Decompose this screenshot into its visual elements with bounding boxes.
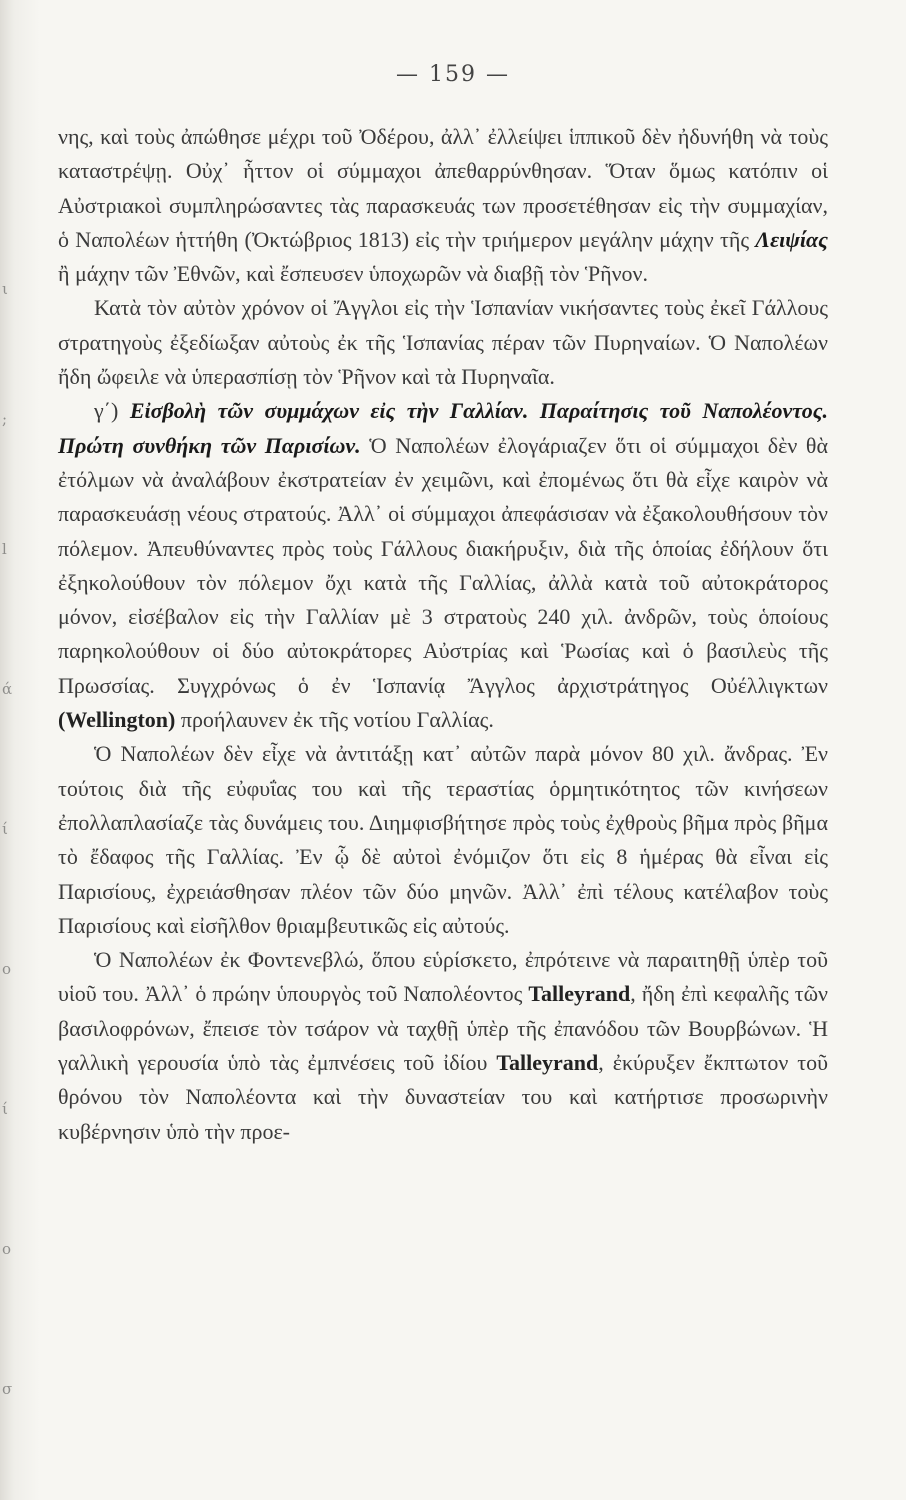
latin-name-talleyrand-2: Talleyrand [496, 1050, 599, 1076]
paragraph-abdication: Ὁ Ναπολέων ἐκ Φοντενεβλώ, ὅπου εὑρίσκετο, ἐπρότεινε νὰ παραιτηθῇ ὑπὲρ τοῦ υἱοῦ του. Ἀλλ᾿ ὁ πρώην ὑπουργὸς τοῦ Ναπολέοντος Talleyrand, ἤδη ἐπὶ κεφαλῆς τῶν βασιλοφρόνων, ἔπεισε τὸν τσάρον νὰ ταχθῇ ὑπὲρ τῆς ἐπανόδου τῶν Βουρβώνων. Ἡ γαλλικὴ γερουσία ὑπὸ τὰς ἐμπνέσεις τοῦ ἰδίου Talleyrand, ἐκύρυξεν ἔκπτωτον τοῦ θρόνου τὸν Ναπολέοντα καὶ τὴν δυναστείαν του καὶ κατήρτισε προσωρινὴν κυβέρνησιν ὑπὸ τὴν προε- [58, 947, 829, 1144]
latin-name-wellington: (Wellington) [58, 707, 176, 733]
section-heading: Εἰσβολὴ τῶν συμμάχων εἰς τὴν Γαλλίαν. Παραίτησις τοῦ Ναπολέοντος. Πρώτη συνθήκη τῶν Παρισίων. [58, 398, 829, 458]
emphasis-leipzig: Λειψίας [755, 226, 828, 252]
page-number: — 159 — [396, 62, 510, 87]
paragraph-invasion: γ΄) Εἰσβολὴ τῶν συμμάχων εἰς τὴν Γαλλίαν. Παραίτησις τοῦ Ναπολέοντος. Πρώτη συνθήκη τῶν Παρισίων. Ὁ Ναπολέων ἐλογάριαζεν ὅτι οἱ σύμμαχοι δὲν θὰ ἐτόλμων νὰ ἀναλάβουν ἐκστρατείαν ἐν χειμῶνι, καὶ ἐπομένως ὅτι θὰ εἶχε καιρὸν νὰ παρασκευάσῃ νέους στρατούς. Ἀλλ᾿ οἱ σύμμαχοι ἀπεφάσισαν νὰ ἐξακολουθήσουν τὸν πόλεμον. Ἀπευθύναντες πρὸς τοὺς Γάλλους διακήρυξιν, διὰ τῆς ὁποίας ἐδήλουν ὅτι ἐξηκολούθουν τὸν πόλεμον ὄχι κατὰ τῆς Γαλλίας, ἀλλὰ κατὰ τοῦ αὐτοκράτορος μόνον, εἰσέβαλον εἰς τὴν Γαλλίαν μὲ 3 στρατοὺς 240 χιλ. ἀνδρῶν, τοὺς ὁποίους παρηκολούθουν οἱ δύο αὐτοκράτορες Αὐστρίας καὶ Ῥωσίας καὶ ὁ βασιλεὺς τῆς Πρωσσίας. Συγχρόνως ὁ ἐν Ἱσπανίᾳ Ἄγγλος ἀρχιστράτηγος Οὐέλλιγκτων (Wellington) προήλαυνεν ἐκ τῆς νοτίου Γαλλίας. [58, 398, 829, 733]
paragraph-leipzig: νης, καὶ τοὺς ἀπώθησε μέχρι τοῦ Ὀδέρου, ἀλλ᾿ ἐλλείψει ἱππικοῦ δὲν ἠδυνήθη νὰ τοὺς καταστρέψῃ. Οὐχ᾿ ἧττον οἱ σύμμαχοι ἀπεθαρρύνθησαν. Ὅταν ὅμως κατόπιν οἱ Αὐστριακοὶ συμπληρώσαντες τὰς παρασκευάς των προσετέθησαν εἰς τὴν συμμαχίαν, ὁ Ναπολέων ἡττήθη (Ὀκτώβριος 1813) εἰς τὴν τριήμερον μεγάλην μάχην τῆς Λειψίας ἢ μάχην τῶν Ἐθνῶν, καὶ ἔσπευσεν ὑποχωρῶν νὰ διαβῇ τὸν Ῥῆνον. [58, 124, 828, 287]
paragraph-spain: Κατὰ τὸν αὐτὸν χρόνον οἱ Ἄγγλοι εἰς τὴν Ἱσπανίαν νικήσαντες τοὺς ἐκεῖ Γάλλους στρατηγοὺς ἐξεδίωξαν αὐτοὺς ἐκ τῆς Ἱσπανίας πέραν τῶν Πυρηναίων. Ὁ Ναπολέων ἤδη ὤφειλε νὰ ὑπερασπίσῃ τὸν Ῥῆνον καὶ τὰ Πυρηναῖα. [58, 295, 828, 390]
binding-gutter: ι ; l ά ί ο ί ο σ [2, 280, 13, 1398]
latin-name-talleyrand: Talleyrand [528, 981, 631, 1007]
section-label: γ΄) [94, 398, 130, 424]
paragraph-defense: Ὁ Ναπολέων δὲν εἶχε νὰ ἀντιτάξῃ κατ᾿ αὐτῶν παρὰ μόνον 80 χιλ. ἄνδρας. Ἐν τούτοις διὰ τῆς εὐφυΐας του καὶ τῆς τεραστίας ὁρμητικότητος τῶν κινήσεων ἐπολλαπλασίαζε τὰς δυνάμεις του. Διημφισβήτησε πρὸς τοὺς ἐχθροὺς βῆμα πρὸς βῆμα τὸ ἔδαφος τῆς Γαλλίας. Ἐν ᾧ δὲ αὐτοὶ ἐνόμιζον ὅτι εἰς 8 ἡμέρας θὰ εἶναι εἰς Παρισίους, ἐχρειάσθησαν πλέον τῶν δύο μηνῶν. Ἀλλ᾿ ἐπὶ τέλους κατέλαβον τοὺς Παρισίους καὶ εἰσῆλθον θριαμβευτικῶς εἰς αὐτούς. [58, 741, 828, 938]
body-text [58, 120, 828, 1149]
